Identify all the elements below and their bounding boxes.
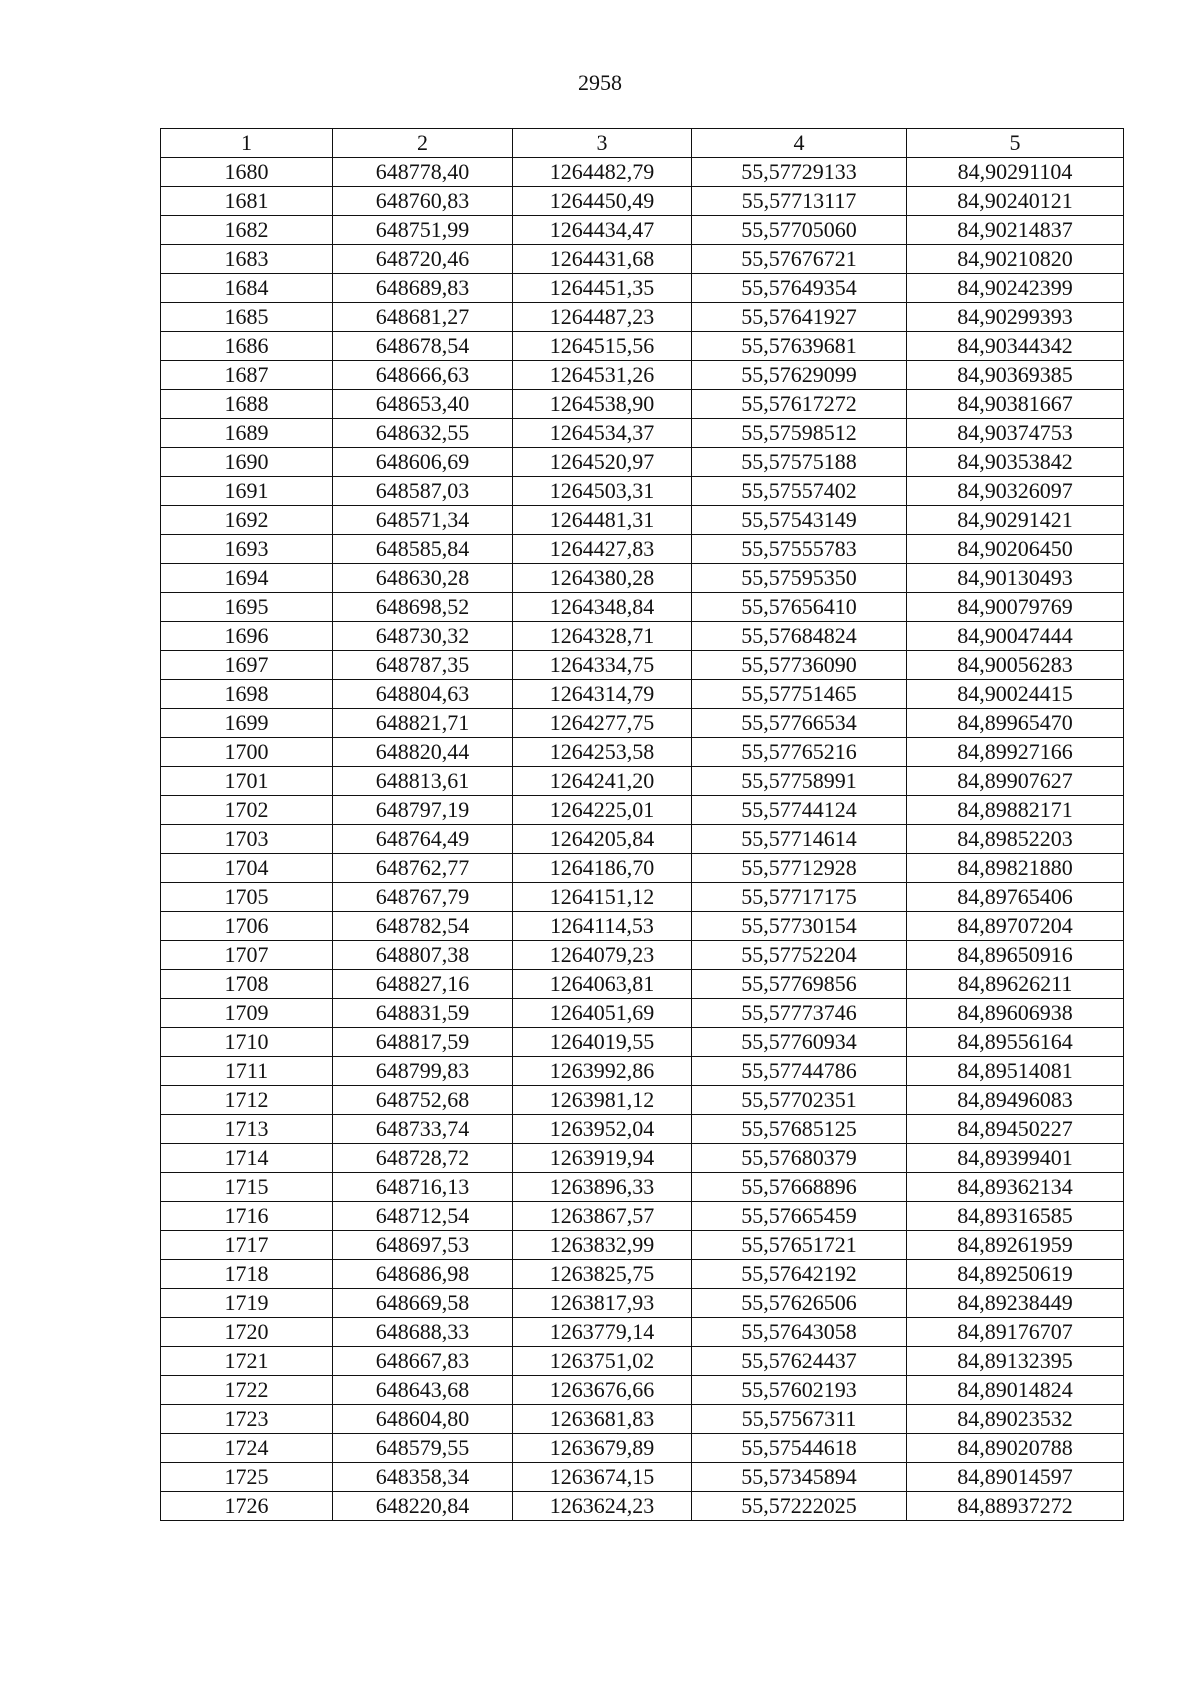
table-cell-col-4: 55,57642192 <box>692 1260 907 1289</box>
table-row <box>161 970 1124 999</box>
table-cell-col-2: 648712,54 <box>333 1202 513 1231</box>
page-number: 2958 <box>578 70 622 95</box>
table-cell-col-2: 648585,84 <box>333 535 513 564</box>
table-cell-col-2: 648587,03 <box>333 477 513 506</box>
table-row <box>161 709 1124 738</box>
table-cell-col-1: 1693 <box>161 535 333 564</box>
table-cell-col-5: 84,89023532 <box>907 1405 1124 1434</box>
table-cell-col-3: 1263832,99 <box>513 1231 692 1260</box>
table-cell-col-1: 1688 <box>161 390 333 419</box>
table-row <box>161 1057 1124 1086</box>
table-cell-col-1: 1716 <box>161 1202 333 1231</box>
table-cell-col-4: 55,57702351 <box>692 1086 907 1115</box>
table-cell-col-4: 55,57736090 <box>692 651 907 680</box>
table-cell-col-4: 55,57773746 <box>692 999 907 1028</box>
table-cell-col-4: 55,57713117 <box>692 187 907 216</box>
table-cell-col-5: 84,90056283 <box>907 651 1124 680</box>
table-row <box>161 303 1124 332</box>
column-header-4: 4 <box>692 129 907 158</box>
table-cell-col-5: 84,90210820 <box>907 245 1124 274</box>
table-cell-col-1: 1697 <box>161 651 333 680</box>
table-row <box>161 680 1124 709</box>
table-row <box>161 477 1124 506</box>
table-cell-col-4: 55,57766534 <box>692 709 907 738</box>
table-cell-col-3: 1264431,68 <box>513 245 692 274</box>
table-cell-col-1: 1699 <box>161 709 333 738</box>
table-cell-col-5: 84,90353842 <box>907 448 1124 477</box>
table-cell-col-5: 84,89250619 <box>907 1260 1124 1289</box>
table-cell-col-3: 1264427,83 <box>513 535 692 564</box>
table-cell-col-3: 1264328,71 <box>513 622 692 651</box>
table-cell-col-1: 1720 <box>161 1318 333 1347</box>
table-cell-col-2: 648827,16 <box>333 970 513 999</box>
table-cell-col-1: 1700 <box>161 738 333 767</box>
table-cell-col-2: 648630,28 <box>333 564 513 593</box>
table-cell-col-2: 648669,58 <box>333 1289 513 1318</box>
table-cell-col-2: 648764,49 <box>333 825 513 854</box>
table-cell-col-4: 55,57758991 <box>692 767 907 796</box>
table-cell-col-4: 55,57557402 <box>692 477 907 506</box>
table-cell-col-3: 1263779,14 <box>513 1318 692 1347</box>
table-cell-col-3: 1264019,55 <box>513 1028 692 1057</box>
table-cell-col-5: 84,90206450 <box>907 535 1124 564</box>
table-cell-col-1: 1692 <box>161 506 333 535</box>
table-body <box>161 158 1124 1521</box>
table-cell-col-5: 84,90242399 <box>907 274 1124 303</box>
coordinates-table <box>160 128 1124 1521</box>
table-cell-col-1: 1724 <box>161 1434 333 1463</box>
table-cell-col-1: 1695 <box>161 593 333 622</box>
table-cell-col-4: 55,57685125 <box>692 1115 907 1144</box>
table-cell-col-1: 1712 <box>161 1086 333 1115</box>
table-cell-col-5: 84,90344342 <box>907 332 1124 361</box>
table-row <box>161 941 1124 970</box>
table-cell-col-1: 1684 <box>161 274 333 303</box>
table-cell-col-3: 1263676,66 <box>513 1376 692 1405</box>
column-header-1: 1 <box>161 129 333 158</box>
table-cell-col-1: 1686 <box>161 332 333 361</box>
table-cell-col-2: 648606,69 <box>333 448 513 477</box>
table-cell-col-3: 1263896,33 <box>513 1173 692 1202</box>
table-row <box>161 1115 1124 1144</box>
table-cell-col-1: 1719 <box>161 1289 333 1318</box>
table-cell-col-4: 55,57752204 <box>692 941 907 970</box>
table-cell-col-1: 1713 <box>161 1115 333 1144</box>
table-cell-col-4: 55,57760934 <box>692 1028 907 1057</box>
table-cell-col-4: 55,57624437 <box>692 1347 907 1376</box>
table-cell-col-1: 1680 <box>161 158 333 187</box>
table-cell-col-5: 84,90079769 <box>907 593 1124 622</box>
column-header-5: 5 <box>907 129 1124 158</box>
table-cell-col-3: 1264151,12 <box>513 883 692 912</box>
table-row <box>161 622 1124 651</box>
table-cell-col-4: 55,57730154 <box>692 912 907 941</box>
table-cell-col-1: 1689 <box>161 419 333 448</box>
table-row <box>161 1463 1124 1492</box>
table-cell-col-2: 648797,19 <box>333 796 513 825</box>
table-cell-col-2: 648767,79 <box>333 883 513 912</box>
table-row <box>161 274 1124 303</box>
table-cell-col-4: 55,57680379 <box>692 1144 907 1173</box>
table-header <box>161 129 1124 158</box>
table-cell-col-2: 648813,61 <box>333 767 513 796</box>
table-cell-col-1: 1705 <box>161 883 333 912</box>
table-cell-col-5: 84,89132395 <box>907 1347 1124 1376</box>
table-cell-col-3: 1263919,94 <box>513 1144 692 1173</box>
table-cell-col-4: 55,57575188 <box>692 448 907 477</box>
table-cell-col-2: 648807,38 <box>333 941 513 970</box>
table-cell-col-2: 648571,34 <box>333 506 513 535</box>
table-cell-col-4: 55,57705060 <box>692 216 907 245</box>
table-cell-col-5: 84,89650916 <box>907 941 1124 970</box>
table-cell-col-5: 84,90240121 <box>907 187 1124 216</box>
table-cell-col-1: 1718 <box>161 1260 333 1289</box>
table-cell-col-1: 1687 <box>161 361 333 390</box>
table-cell-col-1: 1681 <box>161 187 333 216</box>
table-row <box>161 593 1124 622</box>
table-cell-col-3: 1264482,79 <box>513 158 692 187</box>
table-cell-col-1: 1691 <box>161 477 333 506</box>
table-cell-col-5: 84,90326097 <box>907 477 1124 506</box>
table-cell-col-1: 1702 <box>161 796 333 825</box>
table-cell-col-2: 648632,55 <box>333 419 513 448</box>
table-row <box>161 796 1124 825</box>
table-row <box>161 245 1124 274</box>
table-row <box>161 912 1124 941</box>
table-cell-col-2: 648787,35 <box>333 651 513 680</box>
table-cell-col-5: 84,89399401 <box>907 1144 1124 1173</box>
table-row <box>161 1376 1124 1405</box>
table-cell-col-3: 1263867,57 <box>513 1202 692 1231</box>
table-cell-col-2: 648686,98 <box>333 1260 513 1289</box>
table-cell-col-5: 84,89020788 <box>907 1434 1124 1463</box>
table-cell-col-5: 84,89014824 <box>907 1376 1124 1405</box>
header-row <box>161 129 1124 158</box>
table-row <box>161 1144 1124 1173</box>
table-cell-col-3: 1264334,75 <box>513 651 692 680</box>
table-cell-col-4: 55,57668896 <box>692 1173 907 1202</box>
table-cell-col-2: 648667,83 <box>333 1347 513 1376</box>
table-cell-col-4: 55,57567311 <box>692 1405 907 1434</box>
table-cell-col-5: 84,90291104 <box>907 158 1124 187</box>
table-cell-col-5: 84,89362134 <box>907 1173 1124 1202</box>
table-row <box>161 738 1124 767</box>
table-cell-col-3: 1264114,53 <box>513 912 692 941</box>
table-cell-col-4: 55,57641927 <box>692 303 907 332</box>
table-cell-col-3: 1263825,75 <box>513 1260 692 1289</box>
table-row <box>161 448 1124 477</box>
table-cell-col-2: 648579,55 <box>333 1434 513 1463</box>
table-row <box>161 1289 1124 1318</box>
table-cell-col-1: 1685 <box>161 303 333 332</box>
table-cell-col-1: 1723 <box>161 1405 333 1434</box>
table-cell-col-1: 1714 <box>161 1144 333 1173</box>
table-row <box>161 158 1124 187</box>
table-row <box>161 361 1124 390</box>
table-cell-col-2: 648720,46 <box>333 245 513 274</box>
table-cell-col-4: 55,57639681 <box>692 332 907 361</box>
table-cell-col-3: 1264348,84 <box>513 593 692 622</box>
table-cell-col-1: 1696 <box>161 622 333 651</box>
table-cell-col-4: 55,57345894 <box>692 1463 907 1492</box>
table-cell-col-5: 84,90291421 <box>907 506 1124 535</box>
table-cell-col-1: 1694 <box>161 564 333 593</box>
column-header-2: 2 <box>333 129 513 158</box>
table-cell-col-4: 55,57769856 <box>692 970 907 999</box>
table-cell-col-2: 648752,68 <box>333 1086 513 1115</box>
table-cell-col-5: 84,89238449 <box>907 1289 1124 1318</box>
table-cell-col-1: 1711 <box>161 1057 333 1086</box>
table-cell-col-4: 55,57617272 <box>692 390 907 419</box>
table-row <box>161 1318 1124 1347</box>
table-row <box>161 390 1124 419</box>
table-cell-col-3: 1263624,23 <box>513 1492 692 1521</box>
table-cell-col-3: 1264205,84 <box>513 825 692 854</box>
table-cell-col-1: 1715 <box>161 1173 333 1202</box>
table-cell-col-5: 84,88937272 <box>907 1492 1124 1521</box>
table-cell-col-5: 84,90299393 <box>907 303 1124 332</box>
table-cell-col-4: 55,57629099 <box>692 361 907 390</box>
table-cell-col-5: 84,89765406 <box>907 883 1124 912</box>
table-cell-col-1: 1704 <box>161 854 333 883</box>
table-cell-col-5: 84,89514081 <box>907 1057 1124 1086</box>
table-cell-col-1: 1726 <box>161 1492 333 1521</box>
table-cell-col-3: 1263681,83 <box>513 1405 692 1434</box>
table-cell-col-2: 648716,13 <box>333 1173 513 1202</box>
table-row <box>161 1086 1124 1115</box>
table-cell-col-4: 55,57744786 <box>692 1057 907 1086</box>
table-cell-col-2: 648760,83 <box>333 187 513 216</box>
table-cell-col-2: 648751,99 <box>333 216 513 245</box>
table-cell-col-2: 648220,84 <box>333 1492 513 1521</box>
table-cell-col-2: 648778,40 <box>333 158 513 187</box>
table-row <box>161 651 1124 680</box>
table-cell-col-3: 1263992,86 <box>513 1057 692 1086</box>
table-cell-col-5: 84,90369385 <box>907 361 1124 390</box>
table-cell-col-3: 1264450,49 <box>513 187 692 216</box>
table-row <box>161 1405 1124 1434</box>
table-cell-col-3: 1264503,31 <box>513 477 692 506</box>
table-cell-col-5: 84,89927166 <box>907 738 1124 767</box>
table-cell-col-1: 1706 <box>161 912 333 941</box>
table-cell-col-4: 55,57676721 <box>692 245 907 274</box>
table-cell-col-4: 55,57595350 <box>692 564 907 593</box>
table-cell-col-3: 1264051,69 <box>513 999 692 1028</box>
table-cell-col-3: 1264531,26 <box>513 361 692 390</box>
table-cell-col-4: 55,57544618 <box>692 1434 907 1463</box>
table-cell-col-3: 1264253,58 <box>513 738 692 767</box>
table-cell-col-3: 1263751,02 <box>513 1347 692 1376</box>
table-row <box>161 216 1124 245</box>
table-cell-col-4: 55,57543149 <box>692 506 907 535</box>
table-cell-col-4: 55,57744124 <box>692 796 907 825</box>
table-cell-col-5: 84,89965470 <box>907 709 1124 738</box>
table-cell-col-3: 1264241,20 <box>513 767 692 796</box>
table-cell-col-3: 1264515,56 <box>513 332 692 361</box>
table-row <box>161 564 1124 593</box>
table-cell-col-1: 1722 <box>161 1376 333 1405</box>
table-cell-col-1: 1690 <box>161 448 333 477</box>
table-cell-col-3: 1263981,12 <box>513 1086 692 1115</box>
table-cell-col-3: 1264451,35 <box>513 274 692 303</box>
table-cell-col-5: 84,89176707 <box>907 1318 1124 1347</box>
table-cell-col-2: 648643,68 <box>333 1376 513 1405</box>
table-cell-col-5: 84,90374753 <box>907 419 1124 448</box>
table-cell-col-4: 55,57649354 <box>692 274 907 303</box>
table-cell-col-4: 55,57684824 <box>692 622 907 651</box>
table-cell-col-5: 84,89450227 <box>907 1115 1124 1144</box>
table-cell-col-1: 1707 <box>161 941 333 970</box>
table-row <box>161 1202 1124 1231</box>
table-cell-col-2: 648831,59 <box>333 999 513 1028</box>
table-cell-col-2: 648653,40 <box>333 390 513 419</box>
table-cell-col-5: 84,89707204 <box>907 912 1124 941</box>
table-cell-col-3: 1263952,04 <box>513 1115 692 1144</box>
table-cell-col-2: 648728,72 <box>333 1144 513 1173</box>
table-cell-col-4: 55,57751465 <box>692 680 907 709</box>
table-cell-col-3: 1264225,01 <box>513 796 692 825</box>
table-cell-col-1: 1701 <box>161 767 333 796</box>
table-cell-col-4: 55,57717175 <box>692 883 907 912</box>
table-row <box>161 332 1124 361</box>
table-cell-col-3: 1264063,81 <box>513 970 692 999</box>
table-cell-col-5: 84,90214837 <box>907 216 1124 245</box>
table-row <box>161 883 1124 912</box>
table-cell-col-2: 648762,77 <box>333 854 513 883</box>
table-cell-col-3: 1264186,70 <box>513 854 692 883</box>
table-cell-col-5: 84,90130493 <box>907 564 1124 593</box>
table-cell-col-5: 84,90047444 <box>907 622 1124 651</box>
table-cell-col-2: 648689,83 <box>333 274 513 303</box>
table-cell-col-4: 55,57222025 <box>692 1492 907 1521</box>
table-cell-col-3: 1264277,75 <box>513 709 692 738</box>
table-row <box>161 419 1124 448</box>
table-cell-col-4: 55,57555783 <box>692 535 907 564</box>
table-row <box>161 1260 1124 1289</box>
table-row <box>161 1347 1124 1376</box>
table-cell-col-4: 55,57656410 <box>692 593 907 622</box>
table-cell-col-5: 84,90381667 <box>907 390 1124 419</box>
table-cell-col-2: 648697,53 <box>333 1231 513 1260</box>
table-row <box>161 999 1124 1028</box>
table-cell-col-3: 1264314,79 <box>513 680 692 709</box>
table-cell-col-3: 1264481,31 <box>513 506 692 535</box>
table-cell-col-5: 84,89907627 <box>907 767 1124 796</box>
table-cell-col-5: 84,89014597 <box>907 1463 1124 1492</box>
table-row <box>161 767 1124 796</box>
table-row <box>161 506 1124 535</box>
table-cell-col-2: 648799,83 <box>333 1057 513 1086</box>
table-row <box>161 1173 1124 1202</box>
table-cell-col-4: 55,57714614 <box>692 825 907 854</box>
table-cell-col-1: 1725 <box>161 1463 333 1492</box>
table-cell-col-1: 1708 <box>161 970 333 999</box>
table-cell-col-2: 648698,52 <box>333 593 513 622</box>
table-cell-col-4: 55,57598512 <box>692 419 907 448</box>
table-cell-col-2: 648604,80 <box>333 1405 513 1434</box>
table-cell-col-2: 648681,27 <box>333 303 513 332</box>
table-cell-col-2: 648821,71 <box>333 709 513 738</box>
table-cell-col-4: 55,57765216 <box>692 738 907 767</box>
table-cell-col-5: 84,89316585 <box>907 1202 1124 1231</box>
table-cell-col-2: 648678,54 <box>333 332 513 361</box>
table-cell-col-5: 84,90024415 <box>907 680 1124 709</box>
table-cell-col-1: 1698 <box>161 680 333 709</box>
table-cell-col-2: 648782,54 <box>333 912 513 941</box>
table-cell-col-3: 1264538,90 <box>513 390 692 419</box>
table-cell-col-3: 1263674,15 <box>513 1463 692 1492</box>
table-cell-col-3: 1263817,93 <box>513 1289 692 1318</box>
table-cell-col-3: 1264487,23 <box>513 303 692 332</box>
table-cell-col-1: 1703 <box>161 825 333 854</box>
table-cell-col-2: 648730,32 <box>333 622 513 651</box>
table-cell-col-4: 55,57643058 <box>692 1318 907 1347</box>
table-row <box>161 825 1124 854</box>
table-cell-col-5: 84,89852203 <box>907 825 1124 854</box>
table-cell-col-5: 84,89261959 <box>907 1231 1124 1260</box>
table-cell-col-1: 1683 <box>161 245 333 274</box>
table-cell-col-5: 84,89882171 <box>907 796 1124 825</box>
table-cell-col-3: 1264534,37 <box>513 419 692 448</box>
table-row <box>161 1492 1124 1521</box>
table-row <box>161 854 1124 883</box>
table-row <box>161 1434 1124 1463</box>
table-cell-col-1: 1710 <box>161 1028 333 1057</box>
table-cell-col-4: 55,57602193 <box>692 1376 907 1405</box>
table-cell-col-5: 84,89606938 <box>907 999 1124 1028</box>
table-cell-col-2: 648804,63 <box>333 680 513 709</box>
table-row <box>161 1231 1124 1260</box>
table-cell-col-2: 648666,63 <box>333 361 513 390</box>
table-cell-col-2: 648817,59 <box>333 1028 513 1057</box>
table-cell-col-3: 1264434,47 <box>513 216 692 245</box>
column-header-3: 3 <box>513 129 692 158</box>
table-cell-col-4: 55,57665459 <box>692 1202 907 1231</box>
table-cell-col-1: 1709 <box>161 999 333 1028</box>
table-cell-col-2: 648358,34 <box>333 1463 513 1492</box>
table-cell-col-4: 55,57626506 <box>692 1289 907 1318</box>
table-cell-col-5: 84,89821880 <box>907 854 1124 883</box>
table-cell-col-2: 648688,33 <box>333 1318 513 1347</box>
table-cell-col-4: 55,57651721 <box>692 1231 907 1260</box>
table-row <box>161 1028 1124 1057</box>
table-cell-col-3: 1264520,97 <box>513 448 692 477</box>
table-cell-col-3: 1263679,89 <box>513 1434 692 1463</box>
table-cell-col-1: 1682 <box>161 216 333 245</box>
table-cell-col-1: 1721 <box>161 1347 333 1376</box>
table-cell-col-4: 55,57712928 <box>692 854 907 883</box>
table-cell-col-3: 1264380,28 <box>513 564 692 593</box>
table-cell-col-1: 1717 <box>161 1231 333 1260</box>
table-row <box>161 187 1124 216</box>
table-cell-col-3: 1264079,23 <box>513 941 692 970</box>
table-cell-col-5: 84,89626211 <box>907 970 1124 999</box>
table-row <box>161 535 1124 564</box>
table-cell-col-5: 84,89496083 <box>907 1086 1124 1115</box>
table-cell-col-5: 84,89556164 <box>907 1028 1124 1057</box>
table-cell-col-2: 648820,44 <box>333 738 513 767</box>
table-cell-col-2: 648733,74 <box>333 1115 513 1144</box>
table-cell-col-4: 55,57729133 <box>692 158 907 187</box>
